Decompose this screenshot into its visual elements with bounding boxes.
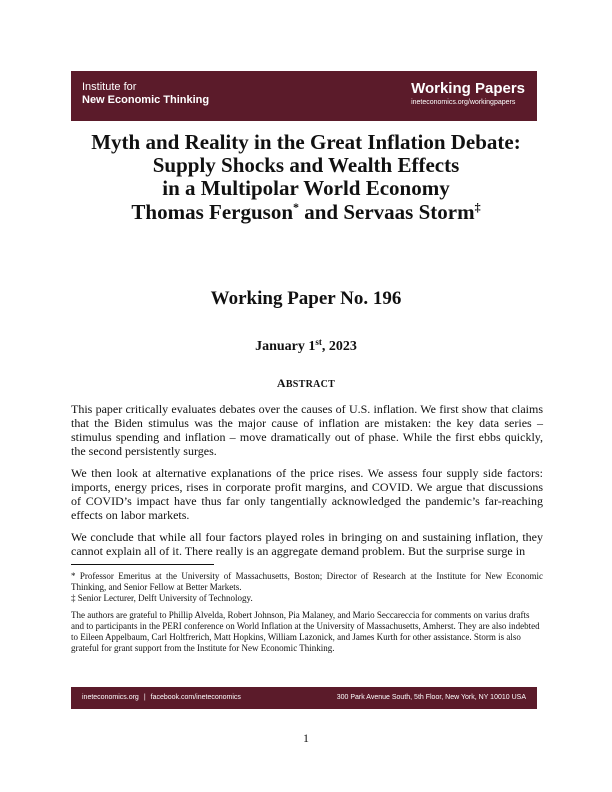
author2-footnote-mark: ‡ [474,200,481,214]
acknowledgements: The authors are grateful to Phillip Alvelda, Robert Johnson, Pia Malaney, and Mario Seccareccia for comments on varius drafts and to participants in the PERI conference on World Inflation at the University of Massachusetts, Amherst. They are also indebted to Eileen Appelbaum, Carl Holtfrerich, Matt Hopkins, William Lazonick, and James Kurth for other assistance. Storm is also grateful for grant support from the Institute for New Economic Thinking. [71,610,540,653]
footer-address: 300 Park Avenue South, 5th Floor, New York, NY 10010 USA [336,694,526,701]
author-ferguson: Thomas Ferguson [131,200,293,224]
date-suffix: st [315,337,322,347]
footer-links [82,694,241,701]
footnote-ferguson: * Professor Emeritus at the University of Massachusetts, Boston; Director of Research at the Institute for New Economic Thinking, and Senior Fellow at Better Markets. [71,571,543,592]
title-line1: Myth and Reality in the Great Inflation Debate: [91,130,521,154]
institute-line2: New Economic Thinking [82,94,210,106]
series-title: Working Papers [411,80,525,97]
paper-date [0,339,612,355]
working-paper-number: Working Paper No. 196 [210,288,402,309]
title-line2: Supply Shocks and Wealth Effects [152,153,460,177]
footer-separator: | [143,694,146,701]
header-banner [71,71,537,121]
footnote-divider [71,564,214,565]
footnotes [71,571,543,654]
page-number: 1 [303,731,309,745]
abstract-body [71,402,543,566]
series-url[interactable]: ineteconomics.org/workingpapers [411,99,516,106]
author-storm: Servaas Storm [343,200,475,224]
abstract-heading [0,376,612,391]
authors-conjunction: and [304,200,339,224]
institute-line1: Institute for [82,81,137,93]
abstract-heading-initial: A [276,376,286,390]
title-line3: in a Multipolar World Economy [162,176,450,200]
abstract-heading-rest: BSTRACT [285,379,336,390]
abstract-paragraph: We then look at alternative explanations of the price rises. We assess four supply side factors: imports, energy prices, rises in corporate profit margins, and COVID. We argue that discussions of COVID’s impact have thus far only tangentially acknowledged the pandemic’s far-reaching effects on labor markets. [71,466,543,522]
footer-website-link[interactable]: ineteconomics.org [82,694,139,701]
author1-footnote-mark: * [293,200,299,214]
footnote-storm: ‡ Senior Lecturer, Delft University of Technology. [71,593,253,603]
date-month-day: January 1 [255,339,316,354]
footer-banner [71,687,537,709]
abstract-paragraph: We conclude that while all four factors played roles in bringing on and sustaining inflation, they cannot explain all of it. There really is an aggregate demand problem. But the surprise surge in [71,530,543,558]
date-year: , 2023 [321,339,357,354]
abstract-paragraph: This paper critically evaluates debates over the causes of U.S. inflation. We first show that claims that the Biden stimulus was the major cause of inflation are mistaken: the key data series – stimulus spending and inflation – move dramatically out of phase. While the first ebbs quickly, the second persistently surges. [71,402,543,458]
paper-title [40,131,572,224]
series-block [411,80,525,108]
institute-logo [82,81,209,107]
footer-facebook-link[interactable]: facebook.com/ineteconomics [150,694,241,701]
authors-line [40,201,572,224]
